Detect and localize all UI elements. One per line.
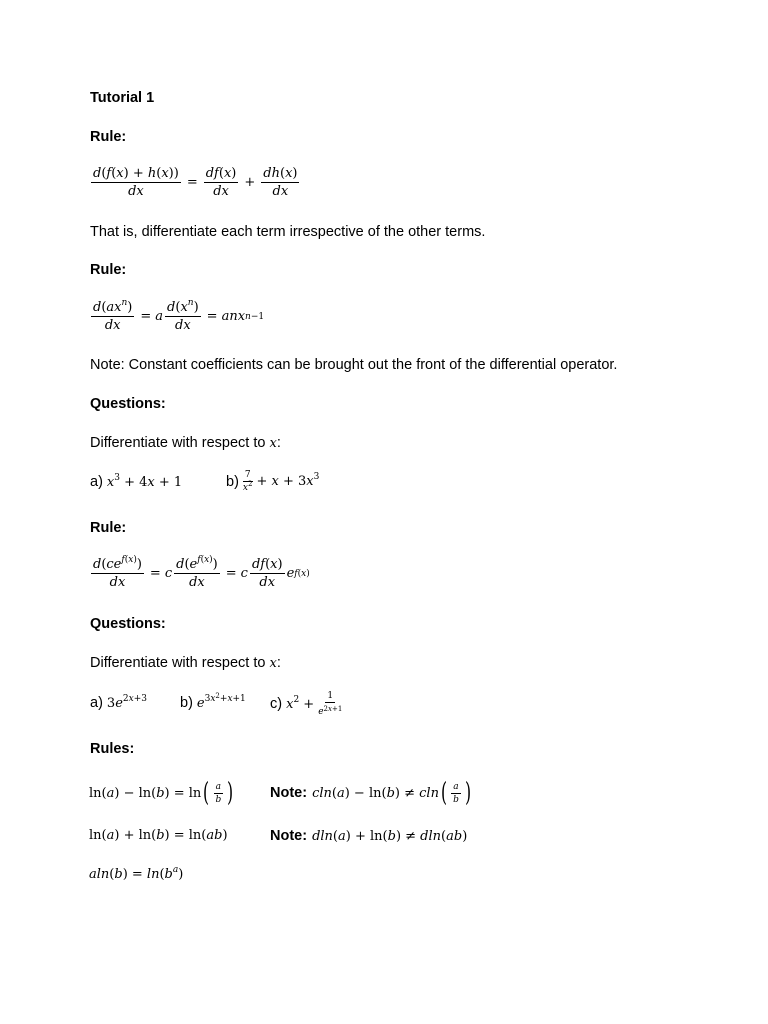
exponential-rule-equation: $\frac{d(ce^{f(x)})}{dx}$ = c $\frac{d(e^{f(x)})}{dx}$ = c $\frac{df(x)}{dx}$ e f(x) [93,555,310,590]
question-prompt-1 [90,435,281,451]
log-power-rule: $aln(b) = \ln(b^a)$ [89,865,184,882]
sum-rule-equation: $\frac{d(f(x) + h(x))}{dx}$ = $\frac{df(x)}{dx}$ + $\frac{dh(x)}{dx}$ [93,166,298,199]
question-prompt-2 [90,655,281,671]
rule-heading-1: Rule: [90,129,127,145]
question-1a: a) $x^3 + 4x + 1$ [90,472,183,490]
prompt-colon: : [276,655,281,671]
note-label: Note: [270,785,308,801]
question-1a-label: a) [90,474,103,490]
note-label: Note: [270,828,308,844]
questions-heading-2: Questions: [90,616,166,632]
sum-rule-explanation: That is, differentiate each term irrespective of the other terms. [90,224,486,240]
question-1b-label: b) [226,473,239,490]
questions-heading-1: Questions: [90,396,166,412]
question-2a-label: a) [90,695,103,711]
question-1b: b) $\frac{7}{x^2}$ + $x + 3x^3$ [226,470,320,493]
rule-heading-3: Rule: [90,520,127,536]
log-quotient-note: Note: cln(a) − ln(b) ≠ cln ( $\frac{a}{b}$ ) [270,778,471,808]
question-2a: a) $3e^{2x+3}$ [90,693,147,711]
prompt-variable: x [269,656,277,671]
prompt-variable: x [269,436,277,451]
log-product-note: Note: dln(a) + ln(b) ≠ dln(ab) [270,828,468,844]
question-2c: c) $x^2$ + $\frac{1}{e^{2x+1}}$ [270,691,343,717]
rule-heading-2: Rule: [90,262,127,278]
log-product-rule: ln(a) + ln(b) = ln(ab) [89,828,228,843]
log-quotient-rule: ln(a) − ln(b) = ln ( $\frac{a}{b}$ ) [89,778,234,808]
power-rule-note: Note: Constant coefficients can be brought out the front of the differential operator. [90,357,618,373]
question-2c-label: c) [270,696,283,712]
prompt-text: Differentiate with respect to [90,655,266,671]
question-2b: b) $e^{3x^2+x+1}$ [180,691,246,711]
power-rule-equation: $\frac{d(ax^n)}{dx}$ = a $\frac{d(x^n)}{dx}$ = anx n−1 [93,298,265,333]
prompt-colon: : [276,435,281,451]
page-title: Tutorial 1 [90,90,155,106]
question-2b-label: b) [180,695,193,711]
rules-heading: Rules: [90,741,135,757]
prompt-text: Differentiate with respect to [90,435,266,451]
